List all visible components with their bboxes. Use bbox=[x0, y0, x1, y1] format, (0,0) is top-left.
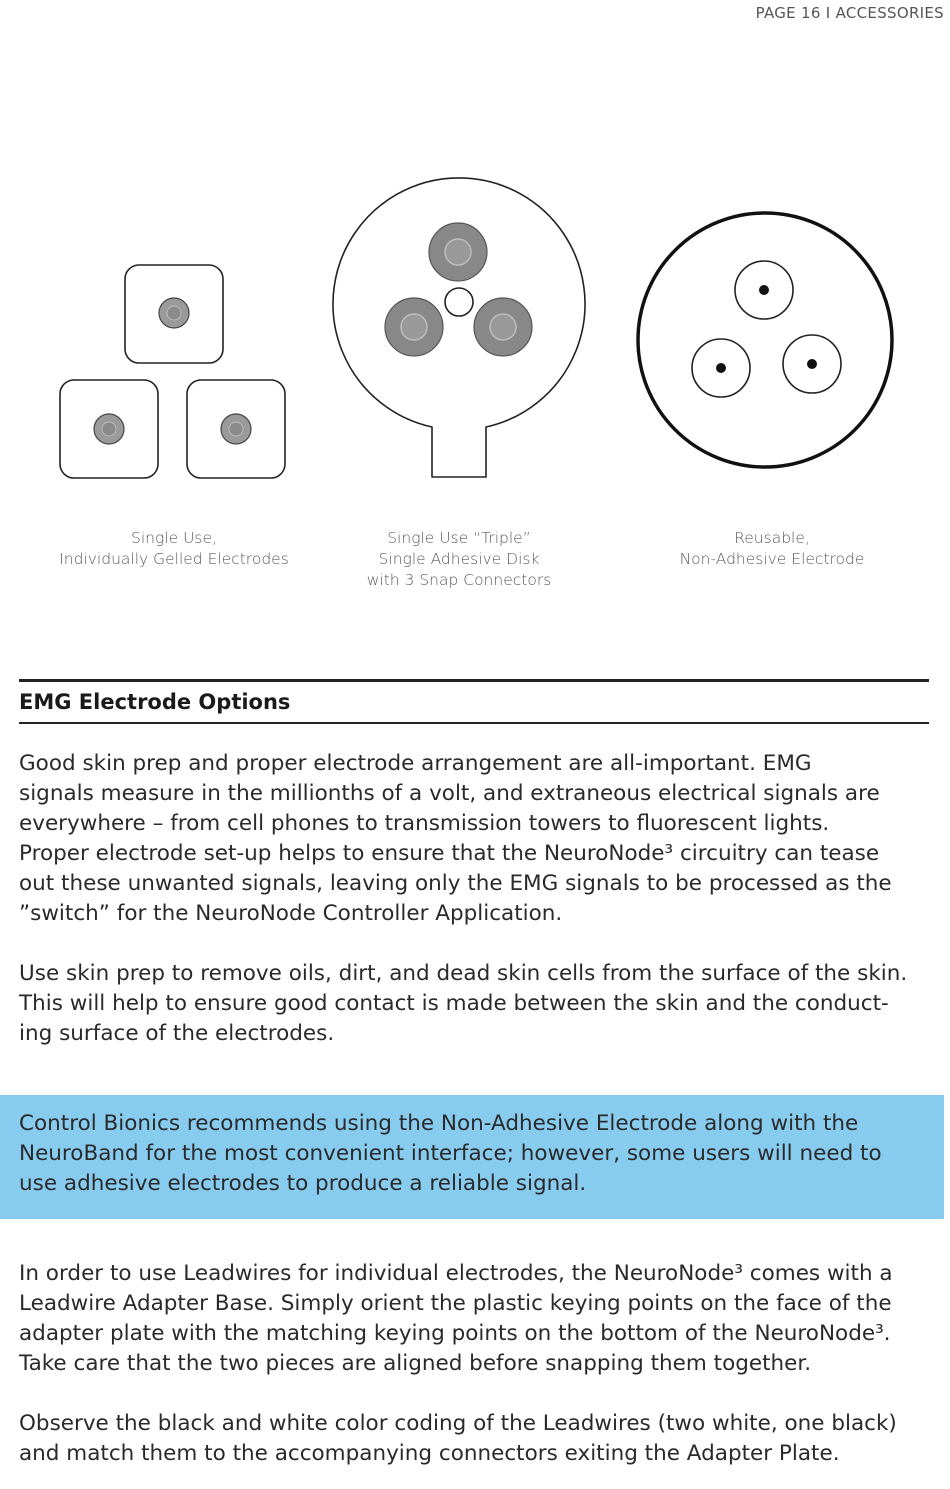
text-line: signals measure in the millionths of a volt, and extraneous electrical signals are bbox=[19, 781, 880, 806]
text-line: ing surface of the electrodes. bbox=[19, 1021, 335, 1046]
section-title: EMG Electrode Options bbox=[19, 690, 291, 714]
page-header: PAGE 16 I ACCESSORIES bbox=[755, 4, 944, 22]
caption-line: Reusable, bbox=[734, 529, 810, 547]
paragraph-leadwires bbox=[19, 1259, 934, 1379]
text-line: NeuroBand for the most convenient interface; however, some users will need to bbox=[19, 1141, 882, 1166]
text-line: Control Bionics recommends using the Non-Adhesive Electrode along with the bbox=[19, 1111, 859, 1136]
triple-adhesive-disk-icon bbox=[333, 178, 585, 477]
text-line: everywhere – from cell phones to transmission towers to fluorescent lights. bbox=[19, 811, 830, 836]
text-line: Proper electrode set-up helps to ensure that the NeuroNode³ circuitry can tease bbox=[19, 841, 880, 866]
electrode-illustrations bbox=[0, 0, 950, 500]
text-line: Observe the black and white color coding of the Leadwires (two white, one black) bbox=[19, 1411, 897, 1436]
callout-text bbox=[19, 1109, 934, 1199]
caption-line: Single Use, bbox=[131, 529, 217, 547]
text-line: and match them to the accompanying connectors exiting the Adapter Plate. bbox=[19, 1441, 840, 1466]
text-line: use adhesive electrodes to produce a reliable signal. bbox=[19, 1171, 587, 1196]
text-line: In order to use Leadwires for individual electrodes, the NeuroNode³ comes with a bbox=[19, 1261, 893, 1286]
gelled-electrodes-caption bbox=[44, 528, 304, 570]
text-line: out these unwanted signals, leaving only the EMG signals to be processed as the bbox=[19, 871, 892, 896]
caption-line: Individually Gelled Electrodes bbox=[59, 550, 289, 568]
text-line: Use skin prep to remove oils, dirt, and dead skin cells from the surface of the skin. bbox=[19, 961, 908, 986]
text-line: adapter plate with the matching keying points on the bottom of the NeuroNode³. bbox=[19, 1321, 891, 1346]
paragraph-skin-prep-usage bbox=[19, 959, 934, 1049]
reusable-electrode-caption bbox=[642, 528, 902, 570]
caption-line: Single Use “Triple” bbox=[387, 529, 531, 547]
caption-line: Non-Adhesive Electrode bbox=[679, 550, 865, 568]
paragraph-skin-prep bbox=[19, 749, 934, 929]
text-line: Take care that the two pieces are aligned before snapping them together. bbox=[19, 1351, 812, 1376]
text-line: Good skin prep and proper electrode arrangement are all-important. EMG bbox=[19, 751, 812, 776]
paragraph-color-coding bbox=[19, 1409, 934, 1469]
text-line: This will help to ensure good contact is made between the skin and the conduct- bbox=[19, 991, 889, 1016]
caption-line: with 3 Snap Connectors bbox=[366, 571, 552, 589]
text-line: Leadwire Adapter Base. Simply orient the plastic keying points on the face of the bbox=[19, 1291, 892, 1316]
section-bottom-rule bbox=[19, 722, 929, 724]
recommendation-callout bbox=[0, 1095, 944, 1219]
gelled-electrodes-icon bbox=[60, 265, 285, 478]
triple-disk-caption bbox=[329, 528, 589, 591]
section-top-rule bbox=[19, 679, 929, 682]
caption-line: Single Adhesive Disk bbox=[378, 550, 540, 568]
reusable-electrode-icon bbox=[638, 213, 892, 467]
text-line: ”switch” for the NeuroNode Controller Application. bbox=[19, 901, 563, 926]
